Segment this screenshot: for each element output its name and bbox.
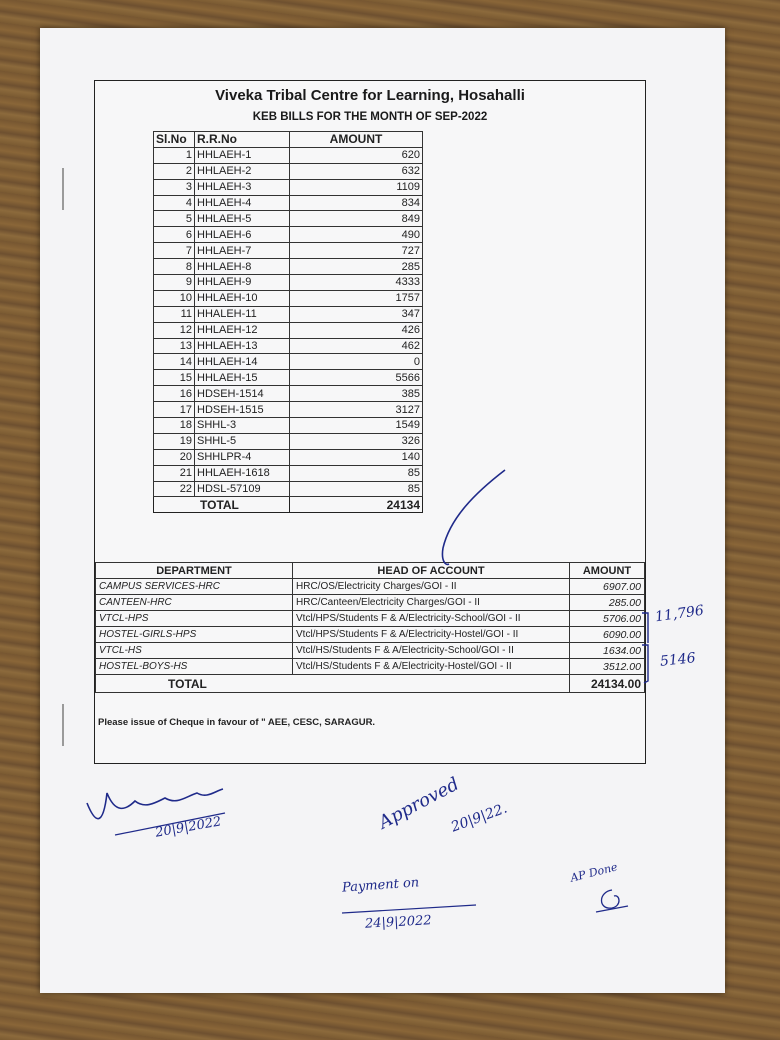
handwritten-approved-date: 20|9|22. [449, 800, 510, 836]
row-rrno: HHLAEH-9 [195, 275, 290, 291]
department-total-row [96, 675, 645, 693]
table-row [154, 306, 423, 322]
row-rrno: HHLAEH-6 [195, 227, 290, 243]
row-amount: 5706.00 [570, 611, 645, 627]
row-department: VTCL-HS [96, 643, 293, 659]
table-row [154, 370, 423, 386]
row-amount: 834 [290, 195, 423, 211]
department-total-label: TOTAL [96, 675, 570, 693]
row-slno: 4 [154, 195, 195, 211]
table-row [154, 338, 423, 354]
row-rrno: HHLAEH-1 [195, 147, 290, 163]
bills-total-row [154, 497, 423, 513]
table-row [154, 322, 423, 338]
row-amount: 620 [290, 147, 423, 163]
row-amount: 632 [290, 163, 423, 179]
row-slno: 6 [154, 227, 195, 243]
handwritten-ap-done: AP Done [569, 860, 619, 885]
row-amount: 285 [290, 259, 423, 275]
table-row [154, 275, 423, 291]
table-row [154, 227, 423, 243]
bill-frame [94, 80, 646, 764]
row-rrno: HHALEH-11 [195, 306, 290, 322]
row-amount: 3512.00 [570, 659, 645, 675]
row-rrno: HDSL-57109 [195, 481, 290, 497]
column-header-amount: AMOUNT [290, 132, 423, 148]
row-slno: 20 [154, 449, 195, 465]
bills-total-label: TOTAL [154, 497, 290, 513]
column-header-rrno: R.R.No [195, 132, 290, 148]
department-table-body [96, 579, 645, 675]
row-amount: 490 [290, 227, 423, 243]
institution-title: Viveka Tribal Centre for Learning, Hosahalli [215, 87, 525, 104]
column-header-slno: Sl.No [154, 132, 195, 148]
row-rrno: HHLAEH-10 [195, 290, 290, 306]
row-amount: 326 [290, 433, 423, 449]
row-rrno: SHHLPR-4 [195, 449, 290, 465]
row-department: CAMPUS SERVICES-HRC [96, 579, 293, 595]
row-head-of-account: Vtcl/HS/Students F & A/Electricity-School/GOI - II [293, 643, 570, 659]
column-header-department: DEPARTMENT [96, 563, 293, 579]
table-row [154, 481, 423, 497]
row-rrno: HHLAEH-3 [195, 179, 290, 195]
row-slno: 7 [154, 243, 195, 259]
bills-total-amount: 24134 [290, 497, 423, 513]
row-slno: 15 [154, 370, 195, 386]
row-amount: 1109 [290, 179, 423, 195]
handwritten-payment: Payment on [341, 875, 420, 896]
table-row [154, 163, 423, 179]
table-row [154, 433, 423, 449]
row-head-of-account: Vtcl/HPS/Students F & A/Electricity-Hostel/GOI - II [293, 627, 570, 643]
punch-hole-mark [62, 168, 64, 210]
row-slno: 21 [154, 465, 195, 481]
row-slno: 19 [154, 433, 195, 449]
handwritten-side-sum-2: 5146 [659, 650, 697, 670]
handwritten-approved: Approved [375, 773, 463, 834]
row-rrno: HHLAEH-8 [195, 259, 290, 275]
table-row [154, 147, 423, 163]
row-slno: 18 [154, 418, 195, 434]
row-department: VTCL-HPS [96, 611, 293, 627]
table-row [154, 418, 423, 434]
row-rrno: HHLAEH-14 [195, 354, 290, 370]
table-row [154, 386, 423, 402]
row-head-of-account: HRC/Canteen/Electricity Charges/GOI - II [293, 595, 570, 611]
row-amount: 285.00 [570, 595, 645, 611]
table-row [96, 611, 645, 627]
row-head-of-account: Vtcl/HPS/Students F & A/Electricity-School/GOI - II [293, 611, 570, 627]
row-slno: 8 [154, 259, 195, 275]
row-rrno: HHLAEH-4 [195, 195, 290, 211]
row-amount: 462 [290, 338, 423, 354]
row-rrno: HHLAEH-1618 [195, 465, 290, 481]
handwritten-signature-date: 20|9|2022 [154, 814, 223, 841]
row-amount: 0 [290, 354, 423, 370]
column-header-amount: AMOUNT [570, 563, 645, 579]
paper-sheet [40, 28, 725, 993]
row-amount: 6090.00 [570, 627, 645, 643]
row-head-of-account: HRC/OS/Electricity Charges/GOI - II [293, 579, 570, 595]
row-slno: 14 [154, 354, 195, 370]
department-table [95, 562, 645, 693]
row-slno: 10 [154, 290, 195, 306]
handwritten-side-sum-1: 11,796 [654, 602, 705, 626]
row-rrno: HHLAEH-12 [195, 322, 290, 338]
table-row [154, 179, 423, 195]
table-row [96, 595, 645, 611]
table-row [96, 659, 645, 675]
row-amount: 6907.00 [570, 579, 645, 595]
row-slno: 3 [154, 179, 195, 195]
table-header-row [96, 563, 645, 579]
column-header-head-of-account: HEAD OF ACCOUNT [293, 563, 570, 579]
row-amount: 85 [290, 481, 423, 497]
cheque-note: Please issue of Cheque in favour of " AEE, CESC, SARAGUR. [98, 717, 376, 728]
row-amount: 727 [290, 243, 423, 259]
row-slno: 22 [154, 481, 195, 497]
row-head-of-account: Vtcl/HS/Students F & A/Electricity-Hostel/GOI - II [293, 659, 570, 675]
row-amount: 4333 [290, 275, 423, 291]
row-amount: 140 [290, 449, 423, 465]
pen-stroke-mark [435, 468, 515, 568]
row-amount: 347 [290, 306, 423, 322]
keb-bills-table [153, 131, 423, 513]
bills-table-body [154, 147, 423, 497]
table-row [154, 195, 423, 211]
row-slno: 5 [154, 211, 195, 227]
table-row [154, 243, 423, 259]
table-row [154, 465, 423, 481]
row-rrno: HDSEH-1514 [195, 386, 290, 402]
row-rrno: SHHL-5 [195, 433, 290, 449]
row-department: HOSTEL-GIRLS-HPS [96, 627, 293, 643]
table-row [154, 259, 423, 275]
row-amount: 5566 [290, 370, 423, 386]
punch-hole-mark [62, 704, 64, 746]
row-department: CANTEEN-HRC [96, 595, 293, 611]
table-header-row [154, 132, 423, 148]
row-rrno: HHLAEH-5 [195, 211, 290, 227]
row-rrno: HHLAEH-7 [195, 243, 290, 259]
table-row [154, 354, 423, 370]
row-amount: 3127 [290, 402, 423, 418]
handwritten-payment-date: 24|9|2022 [364, 913, 433, 932]
row-amount: 1549 [290, 418, 423, 434]
row-slno: 1 [154, 147, 195, 163]
row-rrno: HHLAEH-15 [195, 370, 290, 386]
row-amount: 85 [290, 465, 423, 481]
row-rrno: HHLAEH-2 [195, 163, 290, 179]
row-rrno: SHHL-3 [195, 418, 290, 434]
row-amount: 385 [290, 386, 423, 402]
row-rrno: HHLAEH-13 [195, 338, 290, 354]
table-row [96, 627, 645, 643]
row-slno: 9 [154, 275, 195, 291]
table-row [154, 449, 423, 465]
table-row [154, 290, 423, 306]
row-amount: 849 [290, 211, 423, 227]
row-rrno: HDSEH-1515 [195, 402, 290, 418]
table-row [96, 579, 645, 595]
row-amount: 1757 [290, 290, 423, 306]
bill-subtitle: KEB BILLS FOR THE MONTH OF SEP-2022 [252, 111, 488, 123]
row-slno: 11 [154, 306, 195, 322]
row-amount: 426 [290, 322, 423, 338]
row-slno: 13 [154, 338, 195, 354]
row-amount: 1634.00 [570, 643, 645, 659]
row-slno: 17 [154, 402, 195, 418]
table-row [154, 402, 423, 418]
row-slno: 2 [154, 163, 195, 179]
department-total-amount: 24134.00 [570, 675, 645, 693]
row-slno: 12 [154, 322, 195, 338]
table-row [154, 211, 423, 227]
table-row [96, 643, 645, 659]
row-department: HOSTEL-BOYS-HS [96, 659, 293, 675]
initials-mark [592, 886, 632, 916]
row-slno: 16 [154, 386, 195, 402]
